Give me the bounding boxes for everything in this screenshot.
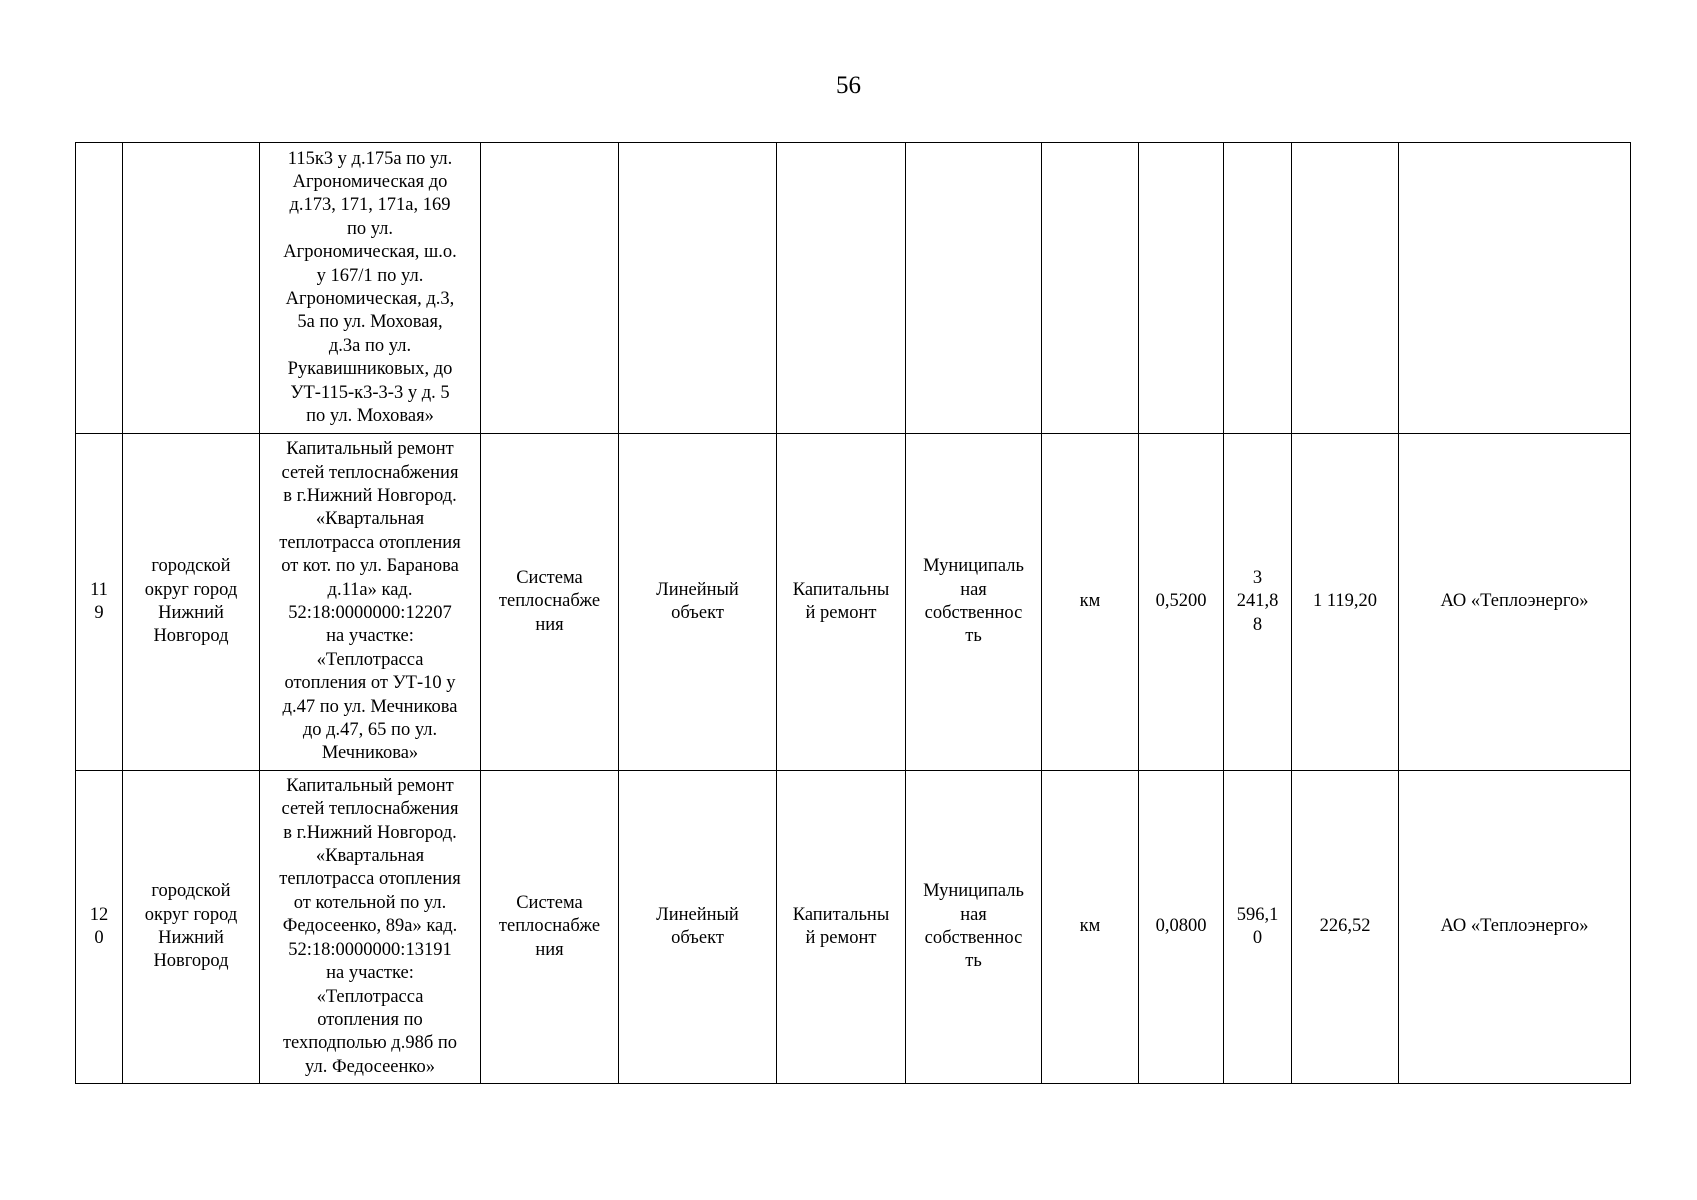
row-number-cell xyxy=(76,143,123,434)
unit-cell xyxy=(1042,143,1139,434)
municipality-cell: городской округ город Нижний Новгород xyxy=(123,771,260,1084)
system-cell: Система теплоснабже ния xyxy=(481,771,619,1084)
cost-total-cell: 596,1 0 xyxy=(1224,771,1292,1084)
organization-cell: АО «Теплоэнерго» xyxy=(1399,771,1631,1084)
work-type-cell xyxy=(777,143,906,434)
unit-cell: км xyxy=(1042,771,1139,1084)
cost-year-cell xyxy=(1292,143,1399,434)
description-cell: Капитальный ремонт сетей теплоснабжения в г.Нижний Новгород. «Квартальная теплотрасса отопления от котельной по ул. Федосеенко, 89а» кад. 52:18:0000000:13191 на участке: «Теплотрасса отопления по техподполью д.98б по ул. Федосеенко» xyxy=(260,771,481,1084)
system-cell: Система теплоснабже ния xyxy=(481,434,619,771)
municipality-cell: городской округ город Нижний Новгород xyxy=(123,434,260,771)
organization-cell xyxy=(1399,143,1631,434)
ownership-cell xyxy=(906,143,1042,434)
description-cell: Капитальный ремонт сетей теплоснабжения в г.Нижний Новгород. «Квартальная теплотрасса отопления от кот. по ул. Баранова д.11а» кад. 52:18:0000000:12207 на участке: «Теплотрасса отопления от УТ-10 у д.47 по ул. Мечникова до д.47, 65 по ул. Мечникова» xyxy=(260,434,481,771)
cost-total-cell: 3 241,8 8 xyxy=(1224,434,1292,771)
table-row xyxy=(76,771,1631,1084)
ownership-cell: Муниципаль ная собственнос ть xyxy=(906,771,1042,1084)
cost-year-cell: 226,52 xyxy=(1292,771,1399,1084)
row-number-cell: 11 9 xyxy=(76,434,123,771)
quantity-cell: 0,0800 xyxy=(1139,771,1224,1084)
page-number: 56 xyxy=(836,72,861,99)
quantity-cell: 0,5200 xyxy=(1139,434,1224,771)
object-type-cell xyxy=(619,143,777,434)
works-table xyxy=(75,142,1631,1084)
organization-cell: АО «Теплоэнерго» xyxy=(1399,434,1631,771)
work-type-cell: Капитальны й ремонт xyxy=(777,434,906,771)
unit-cell: км xyxy=(1042,434,1139,771)
work-type-cell: Капитальны й ремонт xyxy=(777,771,906,1084)
quantity-cell xyxy=(1139,143,1224,434)
municipality-cell xyxy=(123,143,260,434)
system-cell xyxy=(481,143,619,434)
table-row xyxy=(76,143,1631,434)
object-type-cell: Линейный объект xyxy=(619,771,777,1084)
cost-year-cell: 1 119,20 xyxy=(1292,434,1399,771)
description-cell: 115к3 у д.175а по ул. Агрономическая до д.173, 171, 171а, 169 по ул. Агрономическая, ш.о. у 167/1 по ул. Агрономическая, д.3, 5а по ул. Моховая, д.3а по ул. Рукавишниковых, до УТ-115-к3-3-3 у д. 5 по ул. Моховая» xyxy=(260,143,481,434)
row-number-cell: 12 0 xyxy=(76,771,123,1084)
cost-total-cell xyxy=(1224,143,1292,434)
table-row xyxy=(76,434,1631,771)
object-type-cell: Линейный объект xyxy=(619,434,777,771)
ownership-cell: Муниципаль ная собственнос ть xyxy=(906,434,1042,771)
